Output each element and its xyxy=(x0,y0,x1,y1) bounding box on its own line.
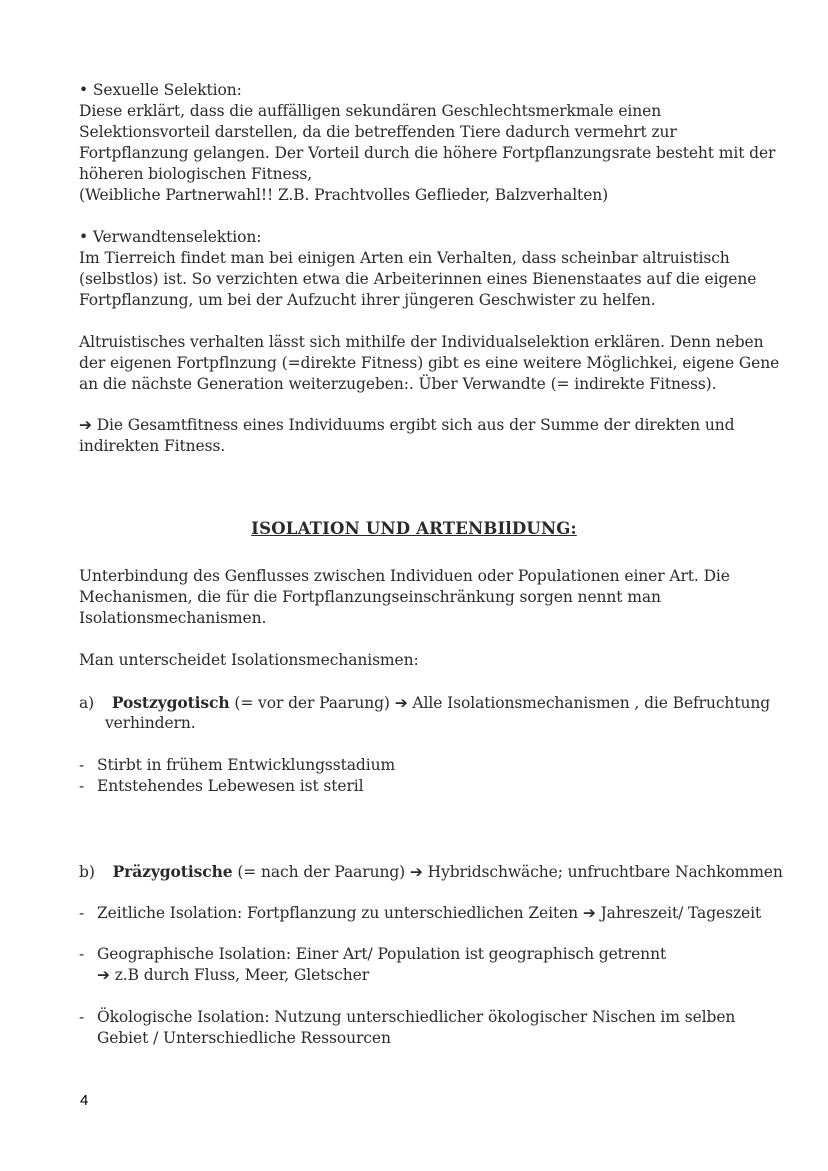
paragraph-line: Selektionsvorteil darstellen, da die betreffenden Tiere dadurch vermehrt zur xyxy=(79,123,677,141)
list-item-text: (= vor der Paarung) ➔ Alle Isolationsmechanismen , die Befruchtung xyxy=(229,694,771,712)
paragraph-line: Altruistisches verhalten lässt sich mithilfe der Individualselektion erklären. Denn neben xyxy=(79,333,764,351)
bullet-item: Stirbt in frühem Entwicklungsstadium xyxy=(97,756,396,774)
dash-bullet: - xyxy=(79,777,85,795)
paragraph-line: (Weibliche Partnerwahl!! Z.B. Prachtvolles Geflieder, Balzverhalten) xyxy=(79,186,609,204)
bullet-item: Ökologische Isolation: Nutzung unterschiedlicher ökologischer Nischen im selben xyxy=(97,1008,736,1026)
list-label: a) xyxy=(79,694,95,712)
paragraph-line: Fortpflanzung, um bei der Aufzucht ihrer jüngeren Geschwister zu helfen. xyxy=(79,291,656,309)
bullet-item: Geographische Isolation: Einer Art/ Population ist geographisch getrennt xyxy=(97,945,667,963)
section-title-sexuelle-selektion: • Sexuelle Selektion: xyxy=(79,81,242,99)
paragraph-line: Isolationsmechanismen. xyxy=(79,609,267,627)
paragraph-line: Diese erklärt, dass die auffälligen sekundären Geschlechtsmerkmale einen xyxy=(79,102,662,120)
dash-bullet: - xyxy=(79,1008,85,1026)
list-label: b) xyxy=(79,863,95,881)
paragraph-line: höheren biologischen Fitness, xyxy=(79,165,313,183)
page-number: 4 xyxy=(80,1092,89,1109)
list-item-b xyxy=(79,861,783,883)
bullet-item: Zeitliche Isolation: Fortpflanzung zu unterschiedlichen Zeiten ➔ Jahreszeit/ Tageszeit xyxy=(97,904,762,922)
paragraph-line: (selbstlos) ist. So verzichten etwa die Arbeiterinnen eines Bienenstaates auf die eigene xyxy=(79,270,757,288)
bullet-item-continuation: Gebiet / Unterschiedliche Ressourcen xyxy=(97,1029,391,1047)
bullet-item: Entstehendes Lebewesen ist steril xyxy=(97,777,364,795)
list-item-continuation: verhindern. xyxy=(105,714,196,732)
paragraph-line: an die nächste Generation weiterzugeben:. Über Verwandte (= indirekte Fitness). xyxy=(79,375,717,393)
conclusion-line: indirekten Fitness. xyxy=(79,437,226,455)
list-item-text: (= nach der Paarung) ➔ Hybridschwäche; unfruchtbare Nachkommen xyxy=(232,863,783,881)
paragraph-line: der eigenen Fortpflnzung (=direkte Fitness) gibt es eine weitere Möglichkei, eigene Gene xyxy=(79,354,780,372)
paragraph-line: Mechanismen, die für die Fortpflanzungseinschränkung sorgen nennt man xyxy=(79,588,661,606)
conclusion-line: ➔ Die Gesamtfitness eines Individuums ergibt sich aus der Summe der direkten und xyxy=(79,416,735,434)
paragraph-line: Unterbindung des Genflusses zwischen Individuen oder Populationen einer Art. Die xyxy=(79,567,730,585)
paragraph-line: Im Tierreich findet man bei einigen Arten ein Verhalten, dass scheinbar altruistisch xyxy=(79,249,730,267)
bullet-item-continuation: ➔ z.B durch Fluss, Meer, Gletscher xyxy=(97,966,370,984)
section-title-verwandtenselektion: • Verwandtenselektion: xyxy=(79,228,262,246)
list-item-a xyxy=(79,692,770,714)
dash-bullet: - xyxy=(79,904,85,922)
term-postzygotisch: Postzygotisch xyxy=(111,693,230,712)
section-heading-isolation: ISOLATION UND ARTENBIlDUNG: xyxy=(251,519,577,538)
paragraph-line: Man unterscheidet Isolationsmechanismen: xyxy=(79,651,419,669)
dash-bullet: - xyxy=(79,945,85,963)
paragraph-line: Fortpflanzung gelangen. Der Vorteil durch die höhere Fortpflanzungsrate besteht mit der xyxy=(79,144,776,162)
term-praezygotische: Präzygotische xyxy=(112,862,233,881)
dash-bullet: - xyxy=(79,756,85,774)
